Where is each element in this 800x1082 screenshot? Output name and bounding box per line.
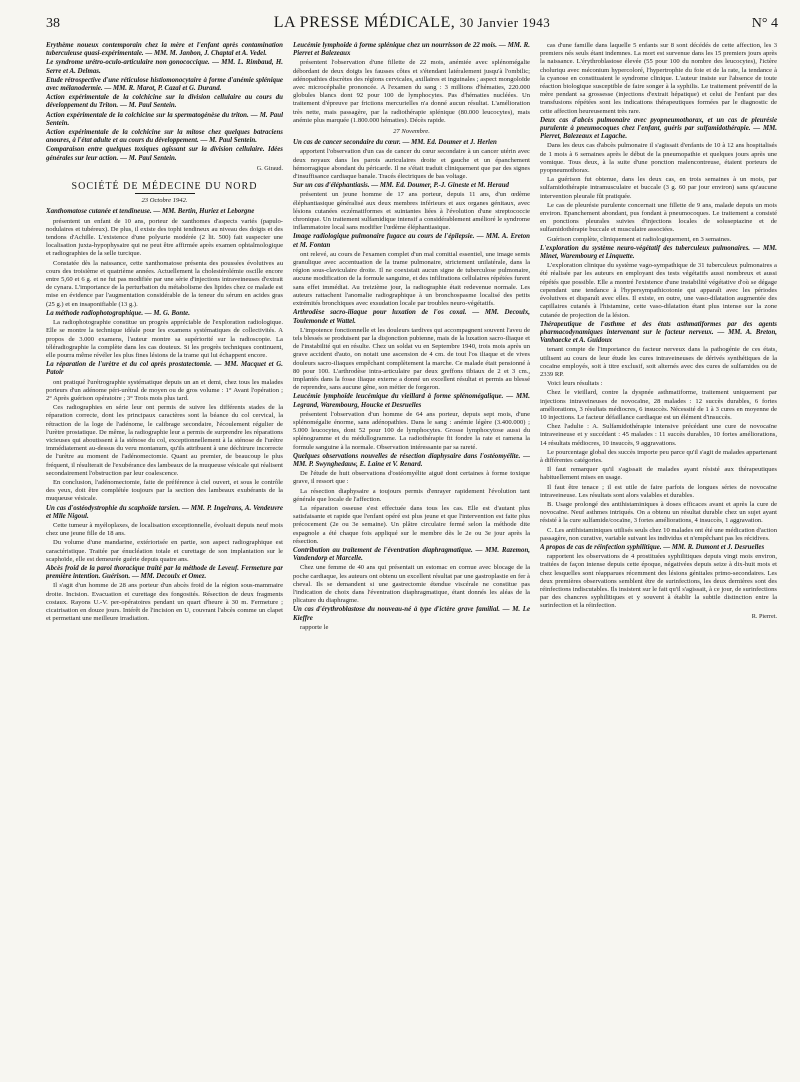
article-text: présentent l'observation d'un homme de 64 ans porteur, depuis sept mois, d'une splénomégalie énorme, sans adénopathies. Dans le sang : anémie légère (3.400.000) ; 5.000 leucocytes, dont 52 pour 100 de lymphocytes. Grosse lymphocytose aussi du splénogramme et du médullogramme. La radiothérapie fit fondre la rate et ramena la formule sanguine à la normale. Observation intéressante par sa rareté. [293, 410, 530, 451]
article-text: apportent l'observation d'un cas de cancer du cœur secondaire à un cancer utérin avec deux noyaux dans les parois auriculaires droite et gauche et un épanchement hémorragique abondant du péricarde. Il ne s'était traduit cliniquement que par des signes d'insuffisance cardiaque banale. Tracés électriques de bas voltage. [293, 148, 530, 181]
article-text: Chez le vieillard, contre la dyspnée asthmatiforme, traitement uniquement par injections intraveineuses de novocaïne, 28 malades : 12 succès durables, 6 fortes améliorations, 3 résultats médiocres, 6 insuccès. Nécessité de 1 à 3 cures en moyenne de 10 injections. Le facteur défaillance cardiaque est un élément d'insuccès. [540, 389, 777, 421]
entry-title: Action expérimentale de la colchicine sur la mitose chez quelques batraciens anoures, à l'état adulte et au cours du développement. — M. Paul Sentein. [46, 129, 283, 145]
page-number: 38 [46, 16, 60, 31]
article-text: De l'étude de huit observations d'ostéomyélite aiguë dont certaines à forme toxique grave, il ressort que : [293, 470, 530, 486]
divider [135, 193, 195, 194]
entry-title: Le syndrome urétro-oculo-articulaire non gonococcique. — MM. L. Rimbaud, H. Serre et A. Delmas. [46, 59, 283, 75]
article-title: Deux cas d'abcès pulmonaire avec pyopneumothorax, et un cas de pleurésie purulente à pneumocoques chez l'enfant, guéris par sulfamidothérapie. — MM. Pierret, Balezeaux et Lagache. [540, 116, 777, 141]
article-title: Leucémie lymphoïde à forme splénique chez un nourrisson de 22 mois. — MM. R. Pierret et Balezeaux [293, 42, 530, 58]
column-2 [293, 42, 530, 1082]
journal-title [106, 14, 718, 32]
signature: G. Giraud. [256, 164, 283, 172]
article-text: La réparation osseuse s'est effectuée dans tous les cas. Elle est d'autant plus satisfaisante et rapide que l'enfant opéré est plus jeune et que l'intervention est faite plus précocement (2e ou 3e semaine). Un plâtre circulaire fermé selon la méthode dite espagnole a été chaque fois appliqué sur le membre dès le 2e ou 3e jour après la résection. [293, 504, 530, 545]
article-title: Un cas de cancer secondaire du cœur. — MM. Ed. Doumer et J. Herlen [293, 139, 497, 147]
article-text: En conclusion, l'adénomectomie, faite de préférence à ciel ouvert, et sous le contrôle des yeux, doit être complétée toujours par la section des lambeaux exubérants de la muqueuse vésicale. [46, 478, 283, 503]
article-title: Xanthomatose cutanée et tendineuse. — MM. Bertin, Huriez et Leborgne [46, 208, 255, 216]
article-text: Du volume d'une mandarine, extériorisée en partie, son aspect radiographique est caractéristique. Traitée par énucléation totale et curettage de son implantation sur le scaphoïde, elle est demeurée guérie depuis quatre ans. [46, 539, 283, 563]
columns [46, 42, 778, 1082]
article-title: Contribution au traitement de l'éventration diaphragmatique. — MM. Razemon, Vandendorp et Marcelle. [293, 546, 530, 563]
article-text: La résection diaphysaire a toujours permis d'enrayer rapidement l'évolution tant générale que locale de l'affection. [293, 487, 530, 503]
article-text: La guérison fut obtenue, dans les deux cas, en trois semaines à un mois, par sulfamidothérapie intramusculaire et buccale (3 g. 60 par jour environ) sans qu'aucune intervention pleurale fût pratiquée. [540, 176, 777, 200]
article-title: A propos de cas de réinfection syphilitique. — MM. R. Dumont et J. Desruelles [540, 543, 765, 551]
article-title: La réparation de l'urètre et du col après prostatectomie. — MM. Macquet et G. Patoir [46, 361, 283, 377]
column-1 [46, 42, 283, 1082]
session-date: 27 Novembre. [393, 128, 430, 136]
article-text: présentent un enfant de 10 ans, porteur de xanthomes d'aspects variés (papulo-nodulaires et tubéreux). De plus, il existe des tophi tendineux au niveau des doigts et des tendons d'Achille. L'existence d'une polyurie modérée (2 lit. 500) fait suspecter une localisation juxta-hypophysaire qui ne peut être affirmée après examen ophtalmologique et radiographies de la selle turcique. [46, 217, 283, 258]
article-title: Quelques observations nouvelles de résection diaphysaire dans l'ostéomyélite. — MM. P. Swynghedauw, E. Laine et V. Renard. [293, 452, 530, 468]
article-title: L'exploration du système neuro-végétatif des tuberculeux pulmonaires. — MM. Minet, Warembourg et Linquette. [540, 244, 777, 261]
article-title: La méthode radiophotographique. — M. G. Bonte. [46, 309, 190, 317]
article-text: B. Usage prolongé des antihistaminiques à doses efficaces avant et après la cure de novocaïne. Neuf asthmes intriqués. On a obtenu un résultat durable chez un sujet ayant résisté à la cure sulfamide/cocaïne, 3 fortes améliorations, 4 insuccès, 1 aggravation. [540, 500, 777, 525]
article-text: La radiophotographie constitue un progrès appréciable de l'exploration radiologique. Elle se montre la technique idéale pour les examens systématiques de collectivités. A propos de 3.000 examens, l'auteur montre sa supériorité sur la radioscopie. La téléradiographie la complète dans les cas douteux. Si les progrès techniques continuent, elle pourra même révéler les plus fines lésions de la trame qui lui échappent encore. [46, 319, 283, 359]
session-date: 23 Octobre 1942. [141, 197, 188, 205]
article-text: L'impotence fonctionnelle et les douleurs tardives qui accompagnent souvent l'aveu de tels blessés se produisent par la disjonction pubienne, mais de la luxation sacro-iliaque et de l'instabilité qui en résulte. Chez un soldat vu en Septembre 1940, trois mois après un grave accident d'auto, on notait une ascension de 4 cm. de tout l'os iliaque et de vives douleurs sacro-iliaques empêchant complètement la marche. Ce malade était pensionné à 80 pour 100. L'arthrodèse intra-articulaire par deux greffons tibiaux de 2 et 3 cm., implantés dans la fosse iliaque externe a donné un excellent résultat et permis au blessé de reprendre, sans aucune gêne, son métier de forgeron. [293, 326, 530, 392]
article-text: C. Les antihistaminiques utilisés seuls chez 10 malades ont été une médication d'action passagère, non curative, variable suivant les individus et n'empêchant pas les récidives. [540, 526, 777, 542]
article-text: Le cas de pleurésie purulente concernait une fillette de 9 ans, malade depuis un mois environ. Epanchement abondant, pus fondant à pneumocoques. Le traitement a consisté en ponctions pleurales suivies d'injections locales de soluseptazine et de sulfamidothérapie buccale et musculaire associées. [540, 201, 777, 234]
article-title: Sur un cas d'éléphantiasis. — MM. Ed. Doumer, P.-J. Gineste et M. Heraud [293, 182, 510, 190]
article-title: Arthrodèse sacro-iliaque pour luxation de l'os coxal. — MM. Decoulx, Toulemonde et Wattel. [293, 309, 530, 325]
article-text: tenant compte de l'importance du facteur nerveux dans la pathogénie de ces états, utilisent au cours de leur étude les cures intraveineuses de dérivés synthétiques de la cocaïne employés, soit à titre exclusif, soit alternés avec des cures de sulfamides ou de 2339 RP. [540, 346, 777, 378]
article-text: Dans les deux cas d'abcès pulmonaire il s'agissait d'enfants de 10 à 12 ans hospitalisés de 1 mois à 6 semaines après le début de la pneumopathie et quelques jours après une vomique. Tous deux, à la suite d'une ponction malencontreuse, étaient porteurs de pyopneumothorax. [540, 142, 777, 175]
article-text: Guérison complète, cliniquement et radiologiquement, en 3 semaines. [547, 235, 732, 243]
article-text: présentent un jeune homme de 17 ans porteur, depuis 11 ans, d'un œdème éléphantiasique généralisé aux deux membres inférieurs et aux organes génitaux, avec lésions cutanées eczématiformes et suintantes liées à l'évolution d'une streptococcie chronique. Un traitement sulfamidique intensif a considérablement amélioré le syndrome inflammatoire local sans modifier l'œdème éléphantiasique. [293, 191, 530, 232]
article-text: Chez l'adulte : A. Sulfamidothérapie intensive précédant une cure de novocaïne intraveineuse et y succédant : 45 malades : 11 succès durables, 10 fortes améliorations, 14 résultats médiocres, 10 insuccès, 9 aggravations. [540, 423, 777, 447]
issue-date: 30 Janvier 1943 [459, 15, 551, 30]
entry-title: Action expérimentale de la colchicine sur la spermatogénèse du triton. — M. Paul Sentein. [46, 111, 283, 127]
article-title: Thérapeutique de l'asthme et des états asthmatiformes par des agents pharmacodynamiques intervenant sur le facteur nerveux. — MM. A. Breton, Vanhaecke et A. Guidoux [540, 320, 777, 345]
article-title: Un cas d'érythroblastose du nouveau-né à type d'ictère grave familial. — M. Le Kieffre [293, 606, 530, 622]
entry-title: Etude rétrospective d'une réticulose histiomonocytaire à forme d'anémie splénique avec mélanodermie. — MM. R. Marot, P. Cazal et G. Durand. [46, 76, 283, 93]
issue-number: N° 4 [751, 16, 778, 31]
article-text: ont pratiqué l'urétrographie systématique depuis un an et demi, chez tous les malades porteurs d'un adénome péri-urétral de moyen ou de gros volume : 1° Avant l'opération ; 2° Après guérison opératoire ; 3° Trois mois plus tard. [46, 378, 283, 402]
entry-title: Comparaison entre quelques toxiques agissant sur la division cellulaire. Idées générales sur leur action. — M. Paul Sentein. [46, 146, 283, 162]
entry-title: Erythème noueux contemporain chez la mère et l'enfant après contamination tuberculeuse quasi-expérimentale. — MM. M. Janbon, J. Chaptal et A. Vedel. [46, 42, 283, 58]
article-text: Il s'agit d'un homme de 28 ans porteur d'un abcès froid de la région sous-mammaire droite. Incision. Evacuation et curettage des fongosités. Résection de deux fragments costaux. Rayons U.-V. per-opératoires pendant un quart d'heure à 30 m. Fermeture ; cicatrisation en douze jours. Intérêt de l'incision en U, couvrant l'abcès comme un clapet et permettant une meilleure irradiation. [46, 582, 283, 623]
article-title: Image radiologique pulmonaire fugace au cours de l'épilepsie. — MM. A. Ereton et M. Fontan [293, 233, 530, 249]
article-text: présentent l'observation d'une fillette de 22 mois, anémiée avec splénomégalie débordant de deux doigts les fausses côtes et s'étendant latéralement jusqu'à l'ombilic; adénopathies discrètes des régions cervicales, axillaires et inguinales ; aspect mongoloïde avec microcéphalie prononcée. A l'examen du sang : 3 millions d'hématies, 220.000 globules blancs dont 92 pour 100 de lymphocytes. Pas d'hématies nucléées. Un traitement d'épreuve par frictions mercurielles n'a donné aucun résultat. L'amélioration très nette, mais passagère, par la radiothérapie splénique (80.000 leucocytes), mais anémie plus marquée (1.800.000 hématies). Décès rapide. [293, 59, 530, 124]
article-text: Voici leurs résultats : [547, 380, 603, 388]
page-header [46, 14, 778, 36]
society-heading [46, 183, 283, 194]
article-text: cas d'une famille dans laquelle 5 enfants sur 8 sont décédés de cette affection, les 3 premiers nés seuls étant indemnes. La mort est survenue dans les 15 premiers jours après la naissance. L'érythroblastose élevée (55 pour 100 du nombre des leucocytes), l'ictère choluriqu avec méconium hypercoloré, l'hypertrophie du foie et de la rate, la tendance à la cyanose en constituaient le syndrome clinique. L'auteur insiste sur l'absence de toute réaction biologique susceptible de faire songer à la syphilis. Le traitement préventif de la mère pendant sa grossesse (injections d'extrait hépatique) et celui de l'enfant par des transfusions répétées sont les indications thérapeutiques formées par le diagnostic de cette affection heureusement très rare. [540, 42, 777, 115]
article-title: Un cas d'ostéodystrophie du scaphoïde tarsien. — MM. P. Ingelrans, A. Vendeuvre et Mlle Nigoul. [46, 504, 283, 520]
article-text: L'exploration clinique du système vago-sympathique de 31 tuberculeux pulmonaires a été réalisée par les auteurs en employant des tests végétatifs aussi nombreux et aussi répétés que possible. Elle a montré l'existence d'une instabilité végétative d'où se dégage cependant une tendance à l'hypersympathicotonie qui apparaît avec les périodes évolutives et disparaît avec elles. Il existe, en outre, une vaso-dilatation augmentée des capillaires cutanés à l'histamine, cette vaso-dilatation étant plus intense sur la zone cutanée de projection de la lésion. [540, 262, 777, 319]
article-text: rapporte le [300, 623, 329, 631]
article-text: Le pourcentage global des succès importe peu parce qu'il s'agit de malades appartenant à différentes catégories. [540, 448, 777, 464]
society-title: SOCIÉTÉ DE MÉDECINE DU NORD [71, 181, 258, 193]
article-title: Leucémie lymphoïde leucémique du vieillard à forme splénomégalique. — MM. Legrand, Warembourg, Houcke et Desruelles [293, 393, 530, 409]
entry-title: Action expérimentale de la colchicine sur la division cellulaire au cours du développement du Triton. — M. Paul Sentein. [46, 94, 283, 110]
article-text: Ces radiographies en série leur ont permis de suivre les différents stades de la réparation correcte, dont les principaux caractères sont la béance du col cervical, la rétraction de la loge de l'adénome, le calibrage secondaire, l'écoulement régulier de l'urètre prostatique. De même, la radiographie leur a permis de surprendre les réparations vicieuses qui aboutissent à la sténose du col, exceptionnellement à la sténose de l'urètre immédiatement au-dessus du veru montanum, qu'ils attribuent à une déchirure incorrecte de l'urètre au moment de l'adénomectomie. Quant au premier, de beaucoup le plus fréquent, il résulterait de l'exubérance des lambeaux de la muqueuse vésicale qui réalisent secondairement l'obstruction par leur coalescence. [46, 404, 283, 477]
signature: R. Pierret. [751, 612, 777, 620]
article-text: Il faut être tenace ; il est utile de faire parfois de longues séries de novocaïne intraveineuse. Les résultats sont alors valables et durables. [540, 483, 777, 499]
article-text: rapportent les observations de 4 prostituées syphilitiques depuis vingt mois environ, traitées de façon intense depuis cette époque, négativées depuis seize à dix-huit mois et chez lesquelles sont réapparues récemment des lésions génitales primo-secondaires. Les deux premières observations semblent être de surinfections, les deux dernières sont des réinfections indiscutables. Ils insistent sur le fait qu'il s'agissait, à ce jour, de surinfections par des chancres syphilitiques et y souvent à établir la subtile distinction entre la surinfection et la réinfection. [540, 553, 777, 610]
article-text: Chez une femme de 40 ans qui présentait un estomac en cornue avec blocage de la poche cardiaque, les auteurs ont obtenu un excellent résultat par une gastroplastie en fer à cheval. Ils se demandent si une gastrectomie étendue viscérale ne constitue pas l'indication de choix dans l'éventration diaphragmatique, étant donnés les aléas de la plicature du diaphragme. [293, 564, 530, 605]
article-text: ont relevé, au cours de l'examen complet d'un mal comitial essentiel, une image semis granulique avec accentuation de la trame pulmonaire, strictement unilatérale, dans la région sous-claviculaire droite. Il ne coexistait aucun signe de tuberculose pulmonaire, aucune modification de la formule sanguine, et des infiltrations cellulaires répétées furent sans effet immédiat. Au treizième jour, la radiographie était redevenue normale. Les auteurs rattachent l'anomalie radiographique à un bronchospasme localisé des petits extrémités bronchiques avec exsudation locale par troubles neuro-végétatifs. [293, 250, 530, 308]
column-3 [540, 42, 777, 1082]
article-title: Abcès froid de la paroi thoracique traité par la méthode de Leveuf. Fermeture par première intention. Guérison. — MM. Decoulx et Omez. [46, 564, 283, 581]
article-text: Cette tumeur à myéloplaxes, de localisation exceptionnelle, évoluait depuis neuf mois chez une jeune fille de 18 ans. [46, 521, 283, 538]
journal-name: LA PRESSE MÉDICALE, [273, 14, 456, 31]
article-text: Il faut remarquer qu'il s'agissait de malades ayant résisté aux thérapeutiques habituellement mises en usage. [540, 466, 777, 482]
article-text: Constatée dès la naissance, cette xanthomatose présenta des poussées évolutives au cours des troisième et quatrième années. Actuellement la cholestérolémie oscille encore entre 5,60 et 6 g. et ne fut pas modifiée par une série d'injections intraveineuses d'extrait de cynara. L'importance de la perturbation du métabolisme des lipides chez ce malade est mise en évidence par l'augmentation considérable de la teneur du sérum en acides gras (25 g.) et en insaponifiable (13 g.). [46, 259, 283, 308]
